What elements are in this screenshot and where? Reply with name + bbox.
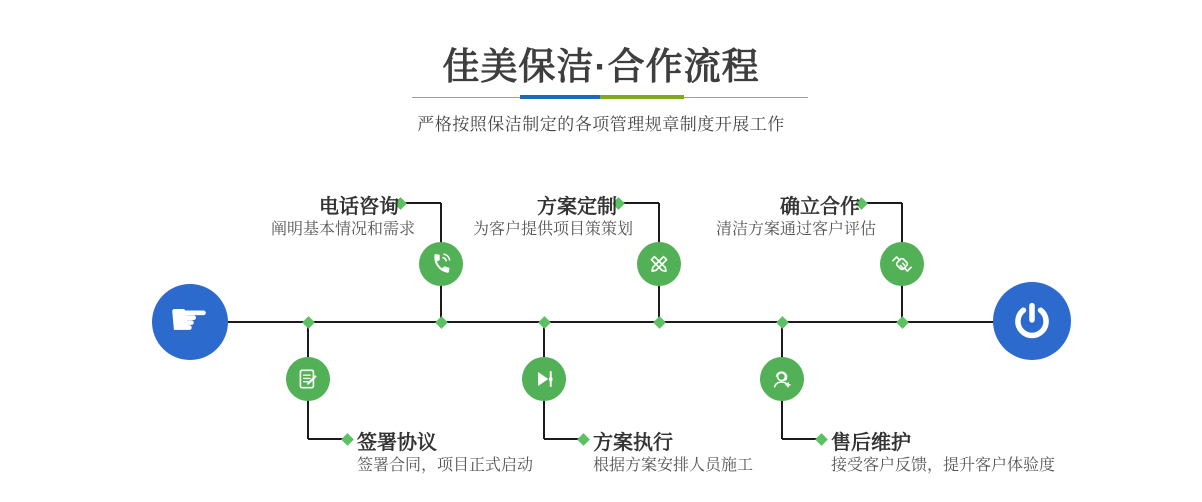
- label-diamond: [341, 433, 354, 446]
- step-desc: 阐明基本情况和需求: [270, 221, 415, 238]
- connector-line: [866, 202, 902, 204]
- step-node: [419, 242, 463, 286]
- step-desc: 根据方案安排人员施工: [593, 457, 754, 474]
- step-desc: 为客户提供项目策策划: [472, 221, 633, 238]
- step-desc: 签署合同，项目正式启动: [357, 457, 534, 474]
- timeline-node-diamond: [302, 316, 315, 329]
- timeline-node-diamond: [435, 316, 448, 329]
- power-icon: [1010, 299, 1054, 343]
- step-desc: 接受客户反馈，提升客户体验度: [831, 457, 1056, 474]
- document-pen-icon: [295, 366, 321, 392]
- step-title: 方案执行: [593, 432, 673, 454]
- connector-line: [405, 202, 441, 204]
- connector-line: [623, 202, 659, 204]
- start-node: [152, 284, 228, 360]
- step-node: [880, 242, 924, 286]
- headset-person-icon: [769, 366, 795, 392]
- header-divider-blue-segment: [520, 95, 600, 99]
- step-title: 方案定制: [537, 196, 617, 218]
- timeline-node-diamond: [653, 316, 666, 329]
- step-title: 电话咨询: [319, 196, 399, 218]
- header-divider-green-segment: [600, 95, 684, 99]
- step-node: [286, 357, 330, 401]
- timeline-node-diamond: [896, 316, 909, 329]
- page-subtitle: 严格按照保洁制定的各项管理规章制度开展工作: [417, 115, 785, 134]
- page-title: 佳美保洁·合作流程: [442, 46, 760, 87]
- label-diamond: [815, 433, 828, 446]
- timeline-node-diamond: [776, 316, 789, 329]
- step-node: [522, 357, 566, 401]
- step-node: [637, 242, 681, 286]
- handshake-icon: [888, 250, 916, 278]
- play-slider-icon: [531, 366, 557, 392]
- step-title: 确立合作: [780, 196, 860, 218]
- step-desc: 清洁方案通过客户评估: [715, 221, 876, 238]
- step-node: [760, 357, 804, 401]
- end-node: [993, 282, 1071, 360]
- step-title: 签署协议: [357, 432, 437, 454]
- timeline-node-diamond: [538, 316, 551, 329]
- design-pencils-icon: [646, 251, 672, 277]
- phone-icon: [427, 250, 455, 278]
- label-diamond: [577, 433, 590, 446]
- step-title: 售后维护: [831, 432, 911, 454]
- pointing-hand-icon: ☛: [168, 292, 210, 346]
